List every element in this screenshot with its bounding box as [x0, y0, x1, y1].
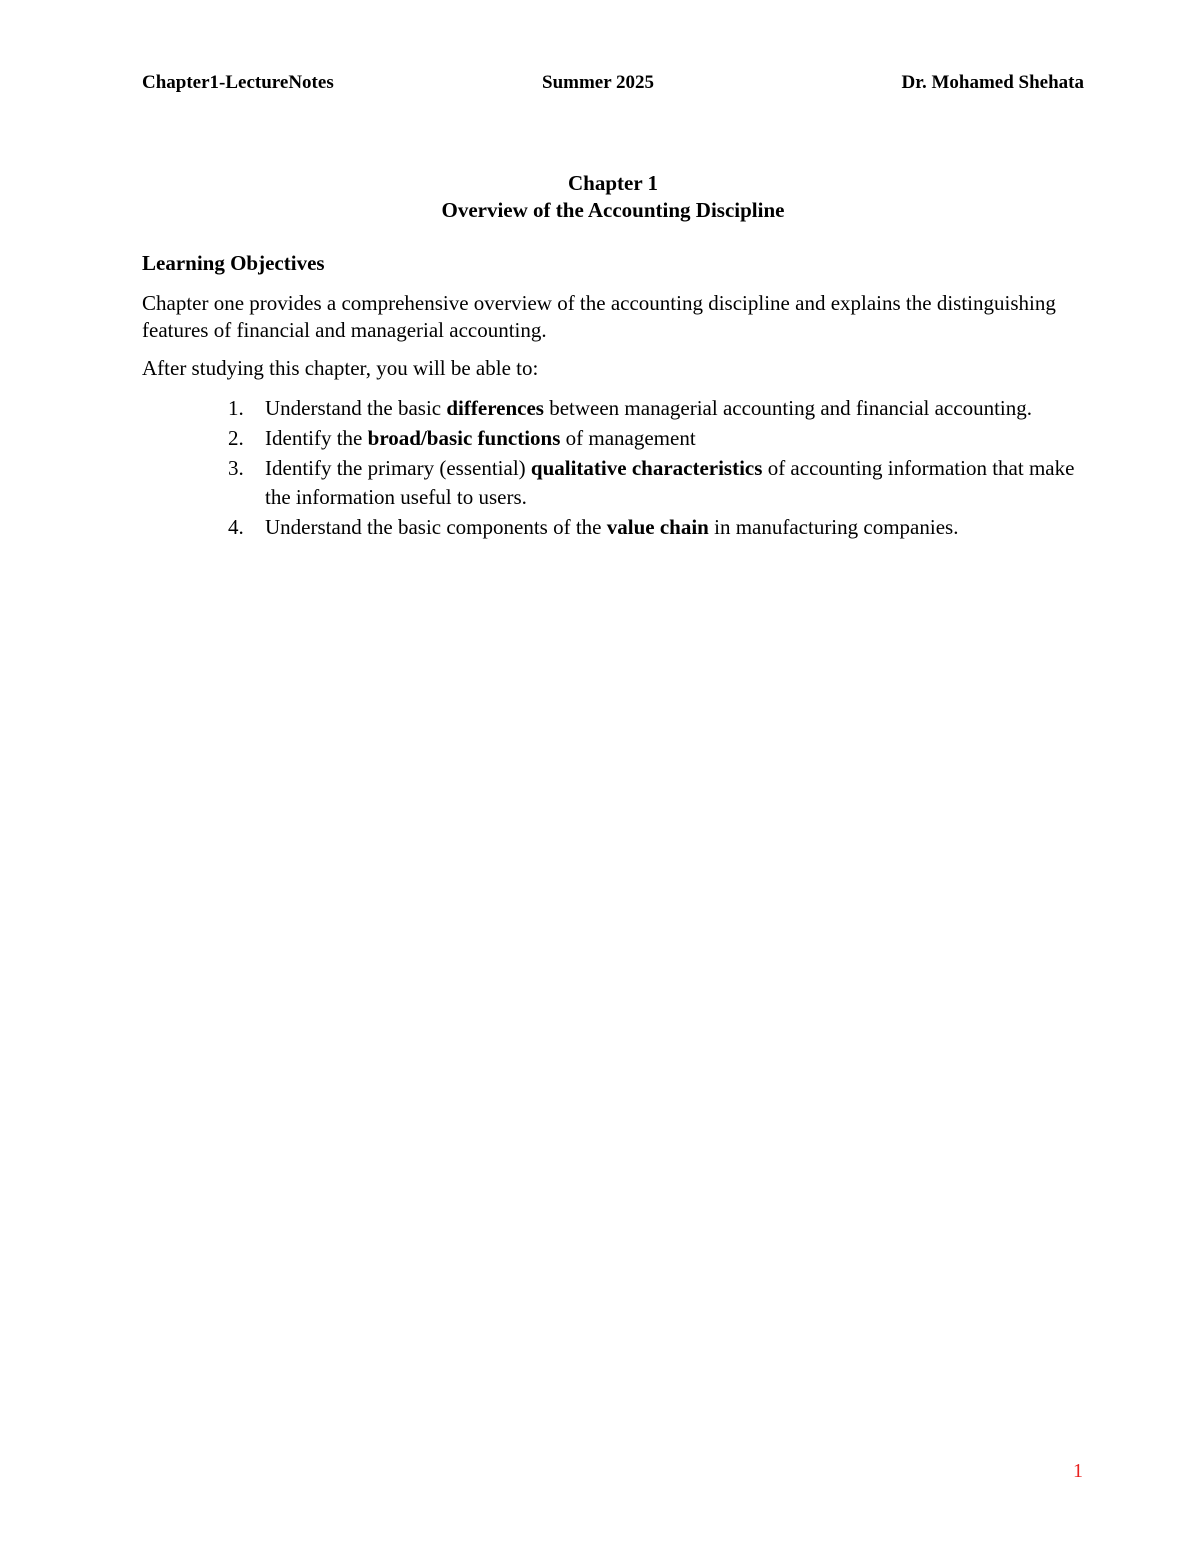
list-item-emphasis: value chain	[606, 515, 709, 539]
header-course-label: Chapter1-LectureNotes	[142, 72, 334, 93]
objectives-lead-in: After studying this chapter, you will be able to:	[142, 356, 539, 380]
list-item-text: of accounting information that make the information useful to users.	[265, 456, 1075, 509]
list-item-text: between managerial accounting and financial accounting.	[543, 396, 1032, 420]
header-term: Summer 2025	[542, 72, 655, 93]
list-item-text: Understand the basic components of the	[265, 515, 607, 539]
list-item	[228, 454, 1088, 512]
list-item	[228, 424, 1088, 453]
chapter-intro-paragraph: Chapter one provides a comprehensive overview of the accounting discipline and explains the distinguishing features of financial and managerial accounting.	[142, 291, 1056, 342]
list-item-number: 1.	[228, 396, 244, 420]
list-item-emphasis: broad/basic functions	[367, 426, 561, 450]
learning-objectives-heading: Learning Objectives	[142, 251, 325, 275]
list-item-emphasis: qualitative characteristics	[530, 456, 763, 480]
list-item-text: Identify the primary (essential)	[265, 456, 531, 480]
list-item-number: 4.	[228, 515, 244, 539]
objectives-list	[228, 394, 1088, 543]
list-item-text: Understand the basic	[265, 396, 447, 420]
list-item-text: of management	[560, 426, 696, 450]
list-item-number: 3.	[228, 456, 244, 480]
list-item	[228, 394, 1088, 423]
page-header	[142, 72, 1084, 98]
header-author: Dr. Mohamed Shehata	[901, 72, 1084, 93]
chapter-name: Overview of the Accounting Discipline	[441, 198, 785, 222]
list-item-emphasis: differences	[446, 396, 544, 420]
list-item-text: Identify the	[265, 426, 368, 450]
list-item-text: in manufacturing companies.	[708, 515, 959, 539]
chapter-title	[142, 170, 1084, 224]
page-number: 1	[1073, 1460, 1083, 1482]
chapter-number: Chapter 1	[567, 171, 659, 195]
list-item	[228, 513, 1088, 542]
list-item-number: 2.	[228, 426, 244, 450]
